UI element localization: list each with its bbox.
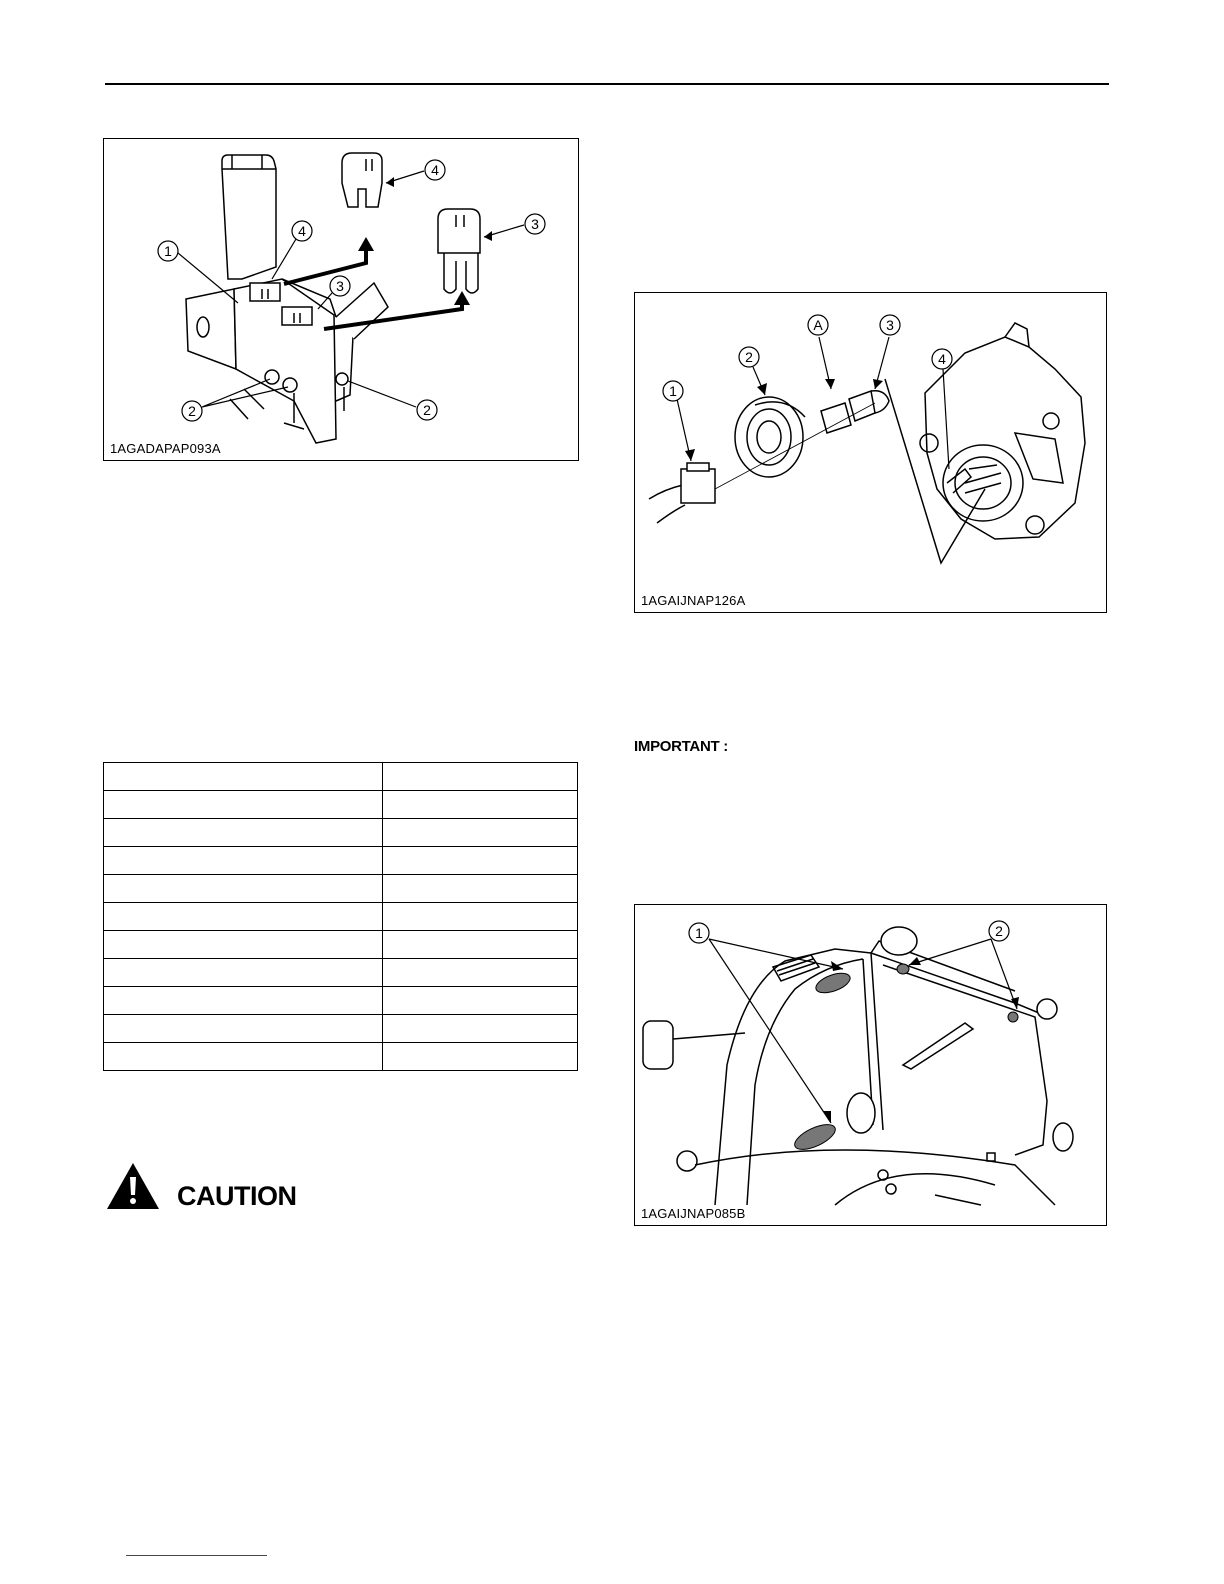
svg-text:4: 4 [938,351,946,367]
table-row [104,959,578,987]
callout-1 [689,923,709,943]
specification-table [103,762,578,1071]
table-row [104,763,578,791]
callout-1 [663,381,683,401]
callout-2-left [182,401,202,421]
callout-1 [158,241,178,261]
fuse-box-figure [103,138,579,461]
table-row [104,1043,578,1071]
svg-text:3: 3 [336,278,344,294]
figure-code: 1AGAIJNAP085B [641,1206,746,1221]
svg-text:1: 1 [669,383,677,399]
table-row [104,1015,578,1043]
callout-4-upper [425,160,445,180]
table-row [104,931,578,959]
table-row [104,819,578,847]
headlight-bulb-illustration [635,293,1106,612]
svg-text:3: 3 [531,216,539,232]
table-row [104,875,578,903]
fuse-box-illustration [104,139,578,460]
cabin-lights-figure [634,904,1107,1226]
callout-2 [739,347,759,367]
svg-text:1: 1 [164,243,172,259]
important-heading: IMPORTANT : [634,738,728,755]
header-rule [105,83,1109,85]
cabin-lights-illustration [635,905,1106,1225]
svg-text:2: 2 [188,403,196,419]
table-row [104,847,578,875]
callout-3-lower [330,276,350,296]
table-row [104,791,578,819]
callout-2 [989,921,1009,941]
callout-4-lower [292,221,312,241]
callout-4 [932,349,952,369]
table-row [104,987,578,1015]
svg-text:2: 2 [995,923,1003,939]
callout-2-right [417,400,437,420]
svg-text:A: A [813,317,823,333]
svg-text:1: 1 [695,925,703,941]
svg-text:4: 4 [298,223,306,239]
callout-A [808,315,828,335]
table-row [104,903,578,931]
callout-3-upper [525,214,545,234]
svg-text:3: 3 [886,317,894,333]
callout-3 [880,315,900,335]
caution-label: CAUTION [177,1181,297,1211]
headlight-bulb-figure [634,292,1107,613]
svg-text:4: 4 [431,162,439,178]
svg-text:2: 2 [745,349,753,365]
footer-link-underline [126,1555,267,1556]
svg-text:2: 2 [423,402,431,418]
figure-code: 1AGADAPAP093A [110,441,221,456]
figure-code: 1AGAIJNAP126A [641,593,746,608]
warning-triangle-icon [105,1161,161,1211]
